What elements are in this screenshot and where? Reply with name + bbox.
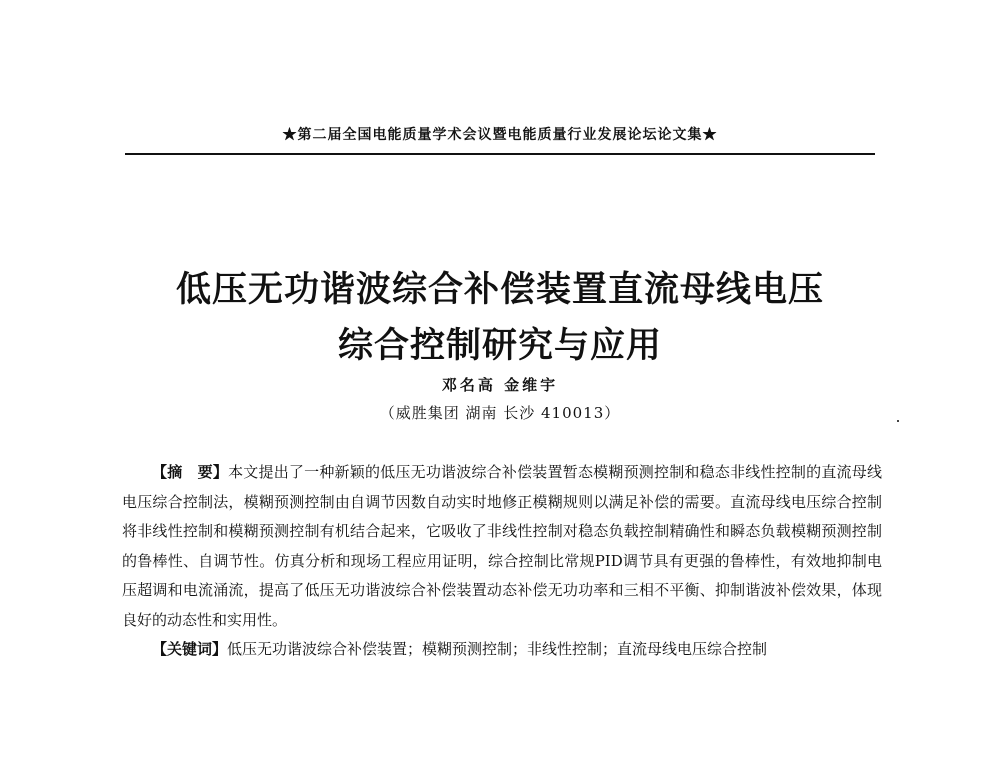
proceedings-header: ★第二届全国电能质量学术会议暨电能质量行业发展论坛论文集★ bbox=[282, 127, 718, 143]
keywords-text: 低压无功谐波综合补偿装置；模糊预测控制；非线性控制；直流母线电压综合控制 bbox=[227, 640, 768, 658]
abstract-label: 【摘 要】 bbox=[152, 463, 229, 481]
abstract-section bbox=[122, 458, 882, 665]
abstract-paragraph bbox=[122, 458, 882, 635]
scan-speck bbox=[897, 420, 899, 422]
paper-affiliation: （威胜集团 湖南 长沙 410013） bbox=[379, 404, 621, 422]
paper-title-line2: 综合控制研究与应用 bbox=[337, 326, 662, 366]
paper-authors: 邓名高 金维宇 bbox=[441, 376, 559, 394]
keywords-paragraph bbox=[122, 635, 882, 665]
keywords-label: 【关键词】 bbox=[152, 640, 228, 658]
abstract-text: 本文提出了一种新颖的低压无功谐波综合补偿装置暂态模糊预测控制和稳态非线性控制的直流母线电压综合控制法，模糊预测控制由自调节因数自动实时地修正模糊规则以满足补偿的需要。直流母线电压综合控制将非线性控制和模糊预测控制有机结合起来，它吸收了非线性控制对稳态负载控制精确性和瞬态负载模糊预测控制的鲁棒性、自调节性。仿真分析和现场工程应用证明，综合控制比常规PID调节具有更强的鲁棒性，有效地抑制电压超调和电流涌流，提高了低压无功谐波综合补偿装置动态补偿无功功率和三相不平衡、抑制谐波补偿效果，体现良好的动态性和实用性。 bbox=[122, 463, 882, 629]
paper-title-line1: 低压无功谐波综合补偿装置直流母线电压 bbox=[175, 270, 824, 310]
header-rule bbox=[125, 153, 875, 155]
